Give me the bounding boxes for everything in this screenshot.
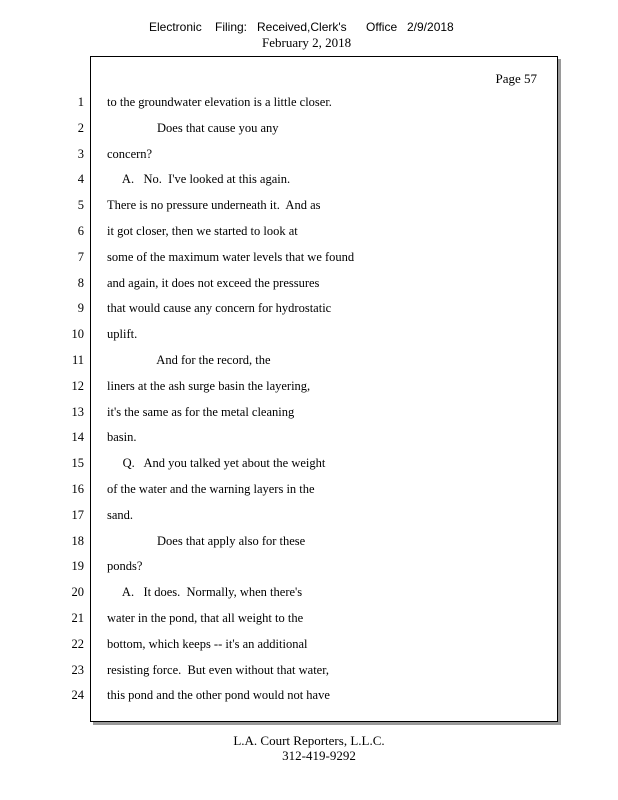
transcript-line-text: Does that cause you any bbox=[107, 120, 279, 135]
line-number: 13 bbox=[71, 404, 84, 419]
line-number: 10 bbox=[71, 327, 84, 342]
line-number: 1 bbox=[77, 95, 84, 109]
line-number: 3 bbox=[77, 146, 84, 161]
transcript-line-text: ponds? bbox=[107, 559, 143, 574]
transcript-line-text: this pond and the other pond would not have bbox=[107, 688, 330, 703]
transcript-line-text: There is no pressure underneath it. And as bbox=[107, 198, 321, 213]
transcript-line-text: water in the pond, that all weight to the bbox=[107, 611, 304, 625]
transcript-line-text: concern? bbox=[107, 146, 153, 161]
transcript-line-text: bottom, which keeps -- it's an additional bbox=[107, 636, 308, 651]
filing-stamp-date: 2/9/2018 bbox=[407, 20, 454, 34]
filing-received: Received,Clerk's bbox=[257, 20, 347, 34]
line-number: 23 bbox=[71, 662, 84, 677]
filing-office: Office bbox=[366, 20, 398, 34]
transcript-line-text: it's the same as for the metal cleaning bbox=[107, 404, 295, 419]
line-number: 12 bbox=[71, 378, 84, 393]
line-number: 6 bbox=[77, 224, 84, 238]
line-number: 19 bbox=[71, 559, 84, 574]
transcript-line-text: And for the record, the bbox=[107, 353, 271, 367]
line-number: 17 bbox=[71, 507, 84, 522]
transcript-line-text: A. It does. Normally, when there's bbox=[107, 585, 303, 600]
line-number: 24 bbox=[71, 688, 84, 703]
page-number: Page 57 bbox=[495, 71, 537, 86]
filing-electronic: Electronic bbox=[149, 20, 202, 34]
transcript-line-text: basin. bbox=[107, 430, 137, 445]
footer-phone: 312-419-9292 bbox=[282, 748, 356, 763]
transcript-line-text: resisting force. But even without that water, bbox=[107, 662, 330, 677]
transcript-line-text: that would cause any concern for hydrostatic bbox=[107, 301, 332, 316]
transcript-line-text: of the water and the warning layers in the bbox=[107, 482, 315, 496]
transcript-date: February 2, 2018 bbox=[262, 35, 352, 50]
transcript-line-text: sand. bbox=[107, 507, 134, 522]
transcript-line-text: to the groundwater elevation is a little closer. bbox=[107, 95, 332, 109]
transcript-line-text: and again, it does not exceed the pressures bbox=[107, 275, 320, 290]
line-number: 2 bbox=[77, 120, 84, 135]
line-number: 16 bbox=[71, 482, 84, 496]
transcript-line-text: liners at the ash surge basin the layering, bbox=[107, 378, 311, 393]
line-number: 18 bbox=[71, 533, 84, 548]
line-number: 9 bbox=[77, 301, 84, 316]
transcript-line-text: A. No. I've looked at this again. bbox=[107, 172, 291, 187]
line-number: 20 bbox=[71, 585, 84, 600]
footer-company: L.A. Court Reporters, L.L.C. bbox=[233, 733, 385, 748]
line-number: 15 bbox=[71, 456, 84, 471]
line-number: 21 bbox=[71, 611, 84, 625]
line-number: 8 bbox=[77, 275, 84, 290]
transcript-line-text: Q. And you talked yet about the weight bbox=[107, 456, 326, 471]
transcript-line-text: some of the maximum water levels that we found bbox=[107, 249, 355, 264]
line-number: 4 bbox=[77, 172, 84, 187]
line-number: 14 bbox=[71, 430, 84, 445]
filing-filing: Filing: bbox=[215, 20, 248, 34]
transcript-line-text: it got closer, then we started to look at bbox=[107, 224, 298, 238]
line-number: 7 bbox=[77, 249, 84, 264]
transcript-line-text: uplift. bbox=[107, 327, 138, 342]
line-number: 5 bbox=[77, 198, 84, 213]
line-number: 11 bbox=[71, 353, 84, 367]
transcript-line-text: Does that apply also for these bbox=[107, 533, 306, 548]
line-number: 22 bbox=[71, 636, 84, 651]
